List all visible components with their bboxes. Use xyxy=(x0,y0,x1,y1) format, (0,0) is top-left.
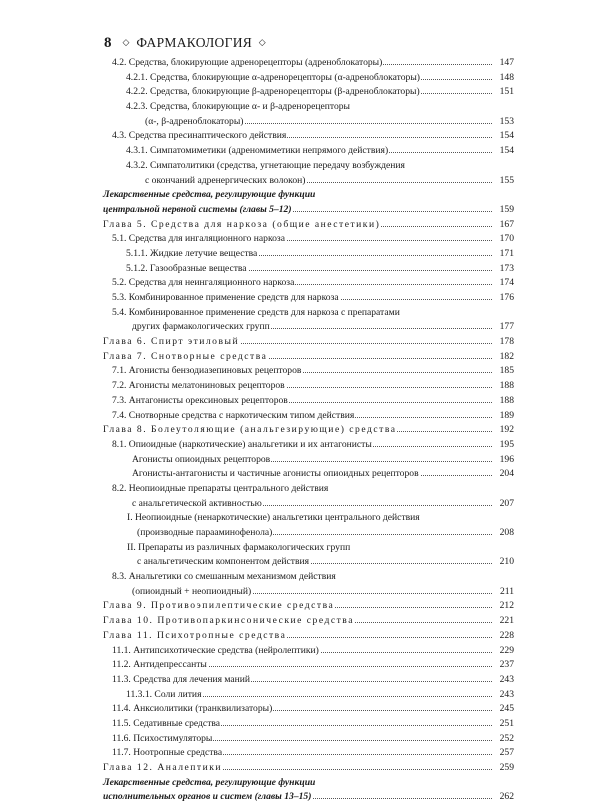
toc-entry-page: 229 xyxy=(499,644,514,656)
toc-entry[interactable] xyxy=(0,86,600,101)
toc-entry-title: 7.2. Агонисты мелатониновых рецепторов xyxy=(112,380,285,392)
toc-entry-title: Глава 6. Спирт этиловый xyxy=(103,336,240,348)
toc-entry[interactable] xyxy=(0,791,600,806)
toc-entry[interactable] xyxy=(0,175,600,190)
toc-entry[interactable] xyxy=(0,72,600,87)
toc-entry-page: 171 xyxy=(499,247,514,259)
toc-entry-title: 5.2. Средства для неингаляционного наркоза xyxy=(112,277,295,289)
toc-entry-page: 243 xyxy=(499,673,514,685)
toc-entry-title: Глава 12. Аналептики xyxy=(103,762,223,773)
toc-entry-title: 4.2.2. Средства, блокирующие β-адренорецепторы (β-адреноблокаторы) xyxy=(126,86,420,98)
toc-entry-page: 228 xyxy=(499,629,514,641)
toc-entry-title: 11.6. Психостимуляторы xyxy=(112,732,213,744)
toc-entry-title: 4.2. Средства, блокирующие адренорецепторы (адреноблокаторы) xyxy=(112,57,383,68)
toc-entry-page: 262 xyxy=(499,791,514,803)
toc-entry[interactable] xyxy=(0,571,600,586)
toc-entry[interactable] xyxy=(0,630,600,645)
toc-entry-title: 8.2. Неопиоидные препараты центрального действия xyxy=(112,482,329,494)
toc-entry[interactable] xyxy=(0,336,600,351)
toc-entry[interactable] xyxy=(0,292,600,307)
toc-entry[interactable] xyxy=(0,600,600,615)
toc-entry-title: 8.3. Анальгетики со смешанным механизмом действия xyxy=(112,571,336,583)
toc-entry-title: 11.7. Ноотропные средства xyxy=(112,747,223,759)
toc-entry[interactable] xyxy=(0,189,600,204)
toc-entry-page: 176 xyxy=(499,292,514,303)
toc-entry-title: Глава 5. Средства для наркоза (общие анестетики) xyxy=(103,218,381,230)
toc-entry-page: 177 xyxy=(499,321,514,333)
toc-entry[interactable] xyxy=(0,410,600,425)
toc-entry-title: других фармакологических групп xyxy=(132,321,270,333)
toc-entry-page: 173 xyxy=(499,262,514,274)
toc-entry[interactable] xyxy=(0,263,600,278)
table-of-contents xyxy=(0,57,600,806)
toc-entry-page: 188 xyxy=(499,380,514,392)
toc-entry-page: 182 xyxy=(499,350,514,362)
toc-entry-title: 7.3. Антагонисты орексиновых рецепторов xyxy=(112,394,288,406)
toc-entry-page: 252 xyxy=(499,732,514,744)
toc-entry-page: 211 xyxy=(499,585,514,597)
toc-entry[interactable] xyxy=(0,527,600,542)
toc-entry[interactable] xyxy=(0,762,600,777)
toc-entry-title: Лекарственные средства, регулирующие функции xyxy=(103,776,316,788)
toc-entry-page: 221 xyxy=(499,615,514,627)
toc-entry[interactable] xyxy=(0,351,600,366)
toc-entry-page: 153 xyxy=(499,115,514,127)
toc-entry-page: 212 xyxy=(499,600,514,612)
toc-entry-page: 174 xyxy=(499,277,514,289)
toc-entry[interactable] xyxy=(0,380,600,395)
toc-entry[interactable] xyxy=(0,321,600,336)
toc-entry-title: 4.3.2. Симпатолитики (средства, угнетающие передачу возбуждения xyxy=(126,159,405,171)
toc-entry-title: 11.4. Анксиолитики (транквилизаторы) xyxy=(112,703,273,715)
toc-entry[interactable] xyxy=(0,777,600,792)
toc-entry[interactable] xyxy=(0,689,600,704)
toc-entry-page: 196 xyxy=(499,453,514,465)
toc-entry-page: 155 xyxy=(499,174,514,186)
toc-entry[interactable] xyxy=(0,645,600,660)
toc-entry[interactable] xyxy=(0,454,600,469)
toc-entry-page: 208 xyxy=(499,527,514,538)
toc-entry[interactable] xyxy=(0,145,600,160)
page-number: 8 xyxy=(104,35,112,51)
toc-entry-title: 5.1.1. Жидкие летучие вещества xyxy=(126,247,258,259)
toc-entry-page: 185 xyxy=(499,365,514,377)
toc-entry[interactable] xyxy=(0,204,600,219)
toc-entry[interactable] xyxy=(0,542,600,557)
toc-entry-page: 204 xyxy=(499,468,514,480)
toc-entry-title: 5.3. Комбинированное применение средств для наркоза xyxy=(112,292,339,303)
toc-entry[interactable] xyxy=(0,277,600,292)
toc-entry-title: 11.3.1. Соли лития xyxy=(126,688,202,700)
toc-entry-page: 159 xyxy=(499,203,514,215)
toc-entry[interactable] xyxy=(0,365,600,380)
toc-entry-title: 11.3. Средства для лечения маний xyxy=(112,673,251,685)
toc-entry-title: II. Препараты из различных фармакологических групп xyxy=(127,541,351,553)
toc-entry-title: 5.4. Комбинированное применение средств для наркоза с препаратами xyxy=(112,306,400,318)
toc-entry-title: 5.1.2. Газообразные вещества xyxy=(126,262,247,274)
toc-entry[interactable] xyxy=(0,307,600,322)
toc-entry-page: 178 xyxy=(499,336,514,348)
toc-entry-title: 5.1. Средства для ингаляционного наркоза xyxy=(112,233,285,245)
toc-entry-title: 11.2. Антидепрессанты xyxy=(112,659,207,671)
toc-entry-title: 4.3.1. Симпатомиметики (адреномиметики непрямого действия) xyxy=(126,145,389,157)
toc-entry[interactable] xyxy=(0,703,600,718)
toc-entry-title: Глава 11. Психотропные средства xyxy=(103,629,287,641)
toc-entry[interactable] xyxy=(0,130,600,145)
toc-entry-title: I. Неопиоидные (ненаркотические) анальгетики центрального действия xyxy=(127,512,420,524)
toc-entry-page: 154 xyxy=(499,145,514,157)
toc-entry-page: 207 xyxy=(499,497,514,509)
toc-entry-page: 154 xyxy=(499,130,514,142)
toc-entry-title: исполнительных органов и систем (главы 13–15) xyxy=(103,791,312,803)
toc-entry-page: 147 xyxy=(499,57,514,68)
toc-entry-title: Глава 8. Болеутоляющие (анальгезирующие) средства xyxy=(103,424,397,436)
toc-entry-title: 4.2.1. Средства, блокирующие α-адренорецепторы (α-адреноблокаторы) xyxy=(126,71,420,83)
toc-entry[interactable] xyxy=(0,395,600,410)
toc-entry-title: 7.4. Снотворные средства с наркотическим типом действия xyxy=(112,409,355,421)
toc-entry-title: (α-, β-адреноблокаторы) xyxy=(145,115,244,127)
toc-entry[interactable] xyxy=(0,733,600,748)
toc-entry[interactable] xyxy=(0,498,600,513)
toc-entry-page: 188 xyxy=(499,394,514,406)
toc-entry[interactable] xyxy=(0,615,600,630)
toc-entry[interactable] xyxy=(0,556,600,571)
toc-entry-page: 259 xyxy=(499,762,514,773)
toc-entry-title: 11.1. Антипсихотические средства (нейролептики) xyxy=(112,644,319,656)
toc-entry[interactable] xyxy=(0,718,600,733)
toc-entry-title: Агонисты опиоидных рецепторов xyxy=(132,453,271,465)
diamond-icon: ◇ xyxy=(122,37,130,47)
toc-entry[interactable] xyxy=(0,101,600,116)
toc-entry[interactable] xyxy=(0,468,600,483)
toc-entry-title: 4.2.3. Средства, блокирующие α- и β-адренорецепторы xyxy=(126,101,350,113)
toc-entry-title: с анальгетическим компонентом действия xyxy=(137,556,310,568)
toc-entry-page: 257 xyxy=(499,747,514,759)
toc-entry-page: 189 xyxy=(499,409,514,421)
toc-entry[interactable] xyxy=(0,57,600,72)
toc-entry[interactable] xyxy=(0,233,600,248)
toc-entry-page: 243 xyxy=(499,688,514,700)
toc-entry-title: с анальгетической активностью xyxy=(132,497,262,509)
toc-entry[interactable] xyxy=(0,424,600,439)
toc-entry-page: 167 xyxy=(499,218,514,230)
toc-entry-title: 11.5. Седативные средства xyxy=(112,717,221,729)
toc-entry[interactable] xyxy=(0,160,600,175)
toc-entry-title: (опиоидный + неопиоидный) xyxy=(132,585,252,597)
toc-entry-title: Агонисты-антагонисты и частичные агонисты опиоидных рецепторов xyxy=(132,468,419,480)
toc-entry-title: (производные парааминофенола) xyxy=(137,527,273,538)
toc-entry-title: 8.1. Опиоидные (наркотические) анальгетики и их антагонисты xyxy=(112,438,372,450)
book-title: ФАРМАКОЛОГИЯ xyxy=(136,35,253,50)
toc-entry-title: центральной нервной системы (главы 5–12) xyxy=(103,203,292,215)
toc-entry[interactable] xyxy=(0,116,600,131)
toc-entry[interactable] xyxy=(0,248,600,263)
toc-entry[interactable] xyxy=(0,659,600,674)
toc-entry-title: Глава 9. Противоэпилептические средства xyxy=(103,600,335,612)
diamond-icon: ◇ xyxy=(258,37,266,47)
toc-entry[interactable] xyxy=(0,586,600,601)
toc-entry-title: с окончаний адренергических волокон) xyxy=(145,174,306,186)
toc-entry-page: 210 xyxy=(499,556,514,568)
toc-entry-page: 245 xyxy=(499,703,514,715)
toc-entry-title: Глава 7. Снотворные средства xyxy=(103,350,268,362)
toc-entry-title: 4.3. Средства пресинаптического действия xyxy=(112,130,287,142)
toc-entry[interactable] xyxy=(0,219,600,234)
toc-entry-title: 7.1. Агонисты бензодиазепиновых рецепторов xyxy=(112,365,302,377)
toc-entry-page: 151 xyxy=(499,86,514,98)
toc-entry-page: 251 xyxy=(499,717,514,729)
toc-entry-page: 195 xyxy=(499,438,514,450)
toc-entry[interactable] xyxy=(0,439,600,454)
toc-entry[interactable] xyxy=(0,674,600,689)
toc-entry-page: 192 xyxy=(499,424,514,436)
toc-entry[interactable] xyxy=(0,483,600,498)
toc-entry-page: 170 xyxy=(499,233,514,245)
toc-entry-page: 237 xyxy=(499,659,514,671)
toc-entry-page: 148 xyxy=(499,71,514,83)
running-header xyxy=(104,35,269,52)
toc-entry-title: Глава 10. Противопаркинсонические средства xyxy=(103,615,354,627)
toc-entry[interactable] xyxy=(0,512,600,527)
toc-entry-title: Лекарственные средства, регулирующие функции xyxy=(103,189,316,201)
